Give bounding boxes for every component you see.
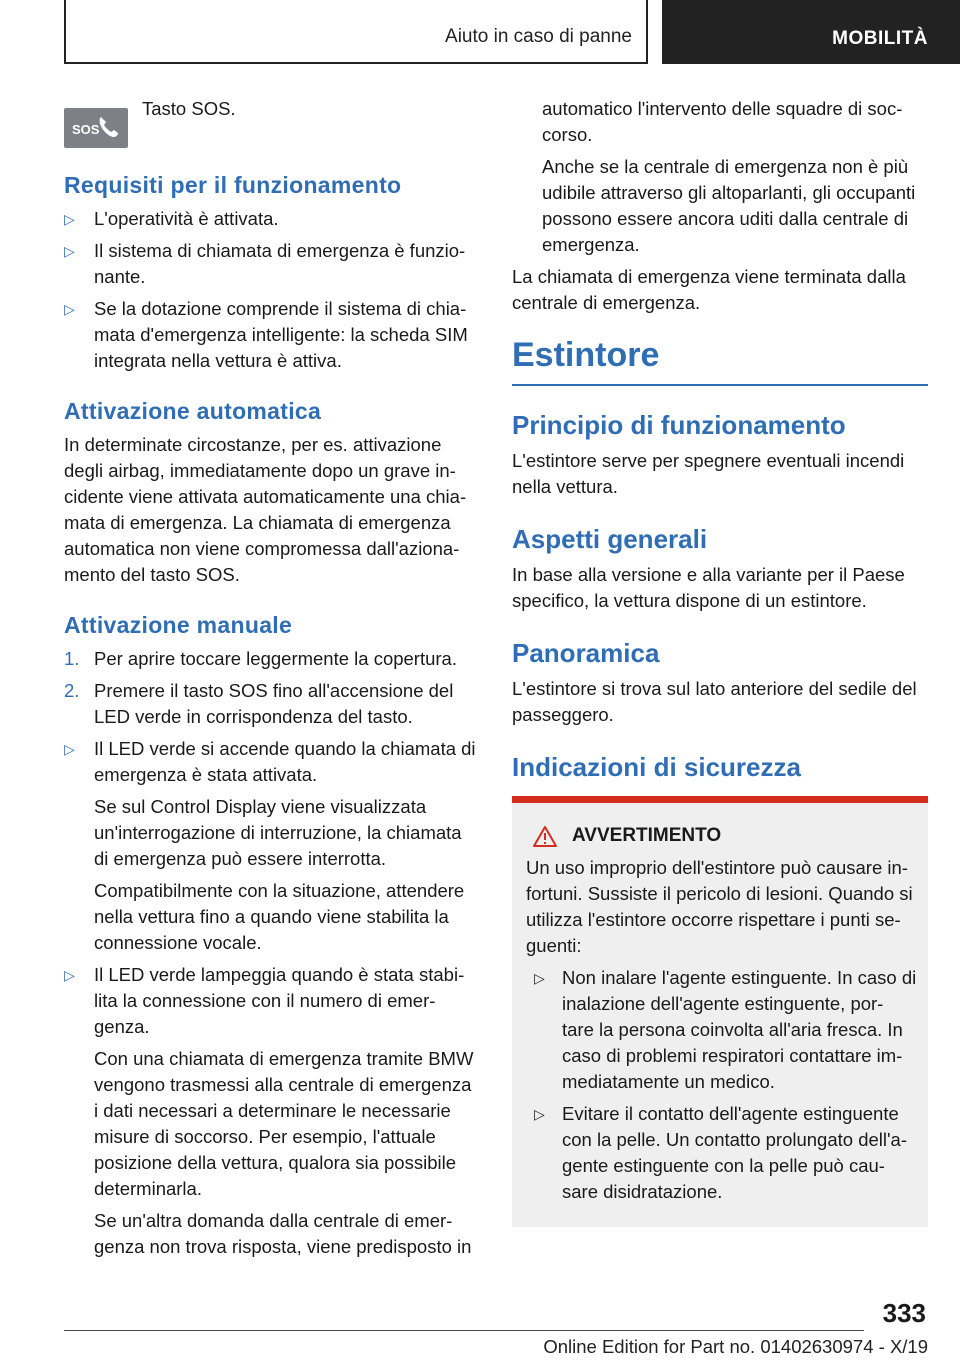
warning-bar [512,796,928,803]
automatica-text: In determinate circostanze, per es. attivazione degli airbag, immediatamente dopo un grave in‐ cidente viene attivata automaticamente una chia‐ mata di emergenza. La chiamata di emergenza automatica non viene compromessa dall'aziona‐ mento del tasto SOS. [64,434,467,585]
sub-paragraph: Se sul Control Display viene visualizzata un'interrogazione di interruzione, la chiamata di emergenza può essere interrotta. [94,796,462,869]
step-text: Premere il tasto SOS fino all'accensione del LED verde in corrispondenza del tasto. [94,680,454,727]
step-number: 1. [64,648,80,669]
footer-edition: Online Edition for Part no. 01402630974 - X/19 [543,1336,928,1357]
warning-text: Un uso improprio dell'estintore può causare in‐ fortuni. Sussiste il pericolo di lesioni. Quando si utilizza l'estintore occorre rispettare i punti se‐ guenti: [526,857,913,956]
header-chapter-box [662,0,960,64]
sos-icon-label: SOS [72,122,100,137]
list-item [64,238,480,290]
aspetti-text: In base alla versione e alla variante per il Paese specifico, la vettura dispone di un estintore. [512,564,905,611]
step-item [64,646,480,672]
step-text: Per aprire toccare leggermente la copertura. [94,648,457,669]
principio-text: L'estintore serve per spegnere eventuali incendi nella vettura. [512,450,905,497]
header-section-box [64,0,648,64]
header-section-title: Aiuto in caso di panne [445,26,632,47]
principio-heading: Principio di funzionamento [512,410,846,440]
list-item-text: Il sistema di chiamata di emergenza è funzio‐ nante. [94,240,466,287]
warning-title-row [532,823,920,849]
warning-title: AVVERTIMENTO [572,825,722,846]
header-chapter-title: MOBILITÀ [832,28,928,49]
ending-text: La chiamata di emergenza viene terminata dalla centrale di emergenza. [512,266,906,313]
triangle-right-icon: ▷ [64,301,75,317]
requisiti-heading: Requisiti per il funzionamento [64,172,402,198]
warning-triangle-icon [532,825,558,848]
list-item [64,206,480,232]
list-item [64,736,480,788]
estintore-title: Estintore [512,334,928,386]
triangle-right-icon: ▷ [64,211,75,227]
triangle-right-icon: ▷ [534,1106,545,1122]
step-item [64,678,480,730]
sub-paragraph: Con una chiamata di emergenza tramite BMW vengono trasmessi alla centrale di emergenza i dati necessari a determinare le necessarie misure di soccorso. Per esempio, l'attuale posizione della vettura, qualora sia possibile determinarla. [94,1048,474,1199]
tasto-sos-text: Tasto SOS. [142,98,236,119]
triangle-right-icon: ▷ [64,967,75,983]
automatica-heading: Attivazione automatica [64,398,322,424]
aspetti-heading: Aspetti generali [512,524,708,554]
triangle-right-icon: ▷ [64,243,75,259]
list-item-text: Se la dotazione comprende il sistema di chia‐ mata d'emergenza intelligente: la scheda SIM integrata nella vettura è attiva. [94,298,468,371]
list-item [520,965,920,1095]
list-item-text: Evitare il contatto dell'agente estinguente con la pelle. Un contatto prolungato dell'a‐ gente estinguente con la pelle può cau‐ sare disidratazione. [562,1103,907,1202]
page-number: 333 [882,1298,926,1328]
right-column [512,96,928,1227]
triangle-right-icon: ▷ [534,970,545,986]
list-item-text: Il LED verde si accende quando la chiamata di emergenza è stata attivata. [94,738,476,785]
sos-icon [64,108,128,148]
list-item [520,1101,920,1205]
footer-divider [64,1330,864,1331]
step-number: 2. [64,680,80,701]
sub-paragraph: Compatibilmente con la situazione, attendere nella vettura fino a quando viene stabilita la connessione vocale. [94,880,465,953]
sicurezza-heading: Indicazioni di sicurezza [512,752,801,782]
tasto-sos-row [64,96,480,148]
list-item-text: Il LED verde lampeggia quando è stata stabi‐ lita la connessione con il numero di emer‐ genza. [94,964,465,1037]
sub-paragraph: Anche se la centrale di emergenza non è più udibile attraverso gli altoparlanti, gli occupanti possono essere ancora uditi dalla centrale di emergenza. [542,156,916,255]
phone-icon [96,114,122,140]
list-item [64,296,480,374]
panoramica-text: L'estintore si trova sul lato anteriore del sedile del passeggero. [512,678,917,725]
triangle-right-icon: ▷ [64,741,75,757]
list-item-text: Non inalare l'agente estinguente. In caso di inalazione dell'agente estinguente, por‐ tare la persona coinvolta all'aria fresca. In caso di problemi respiratori contattare im‐ mediatamente un medico. [562,967,917,1092]
list-item-text: L'operatività è attivata. [94,208,279,229]
sub-paragraph: automatico l'intervento delle squadre di soc‐ corso. [542,98,903,145]
sub-paragraph: Se un'altra domanda dalla centrale di emer‐ genza non trova risposta, viene predisposto in [94,1210,472,1257]
list-item [64,962,480,1040]
panoramica-heading: Panoramica [512,638,660,668]
left-column [64,96,480,1266]
warning-box [512,803,928,1227]
manuale-heading: Attivazione manuale [64,612,293,638]
